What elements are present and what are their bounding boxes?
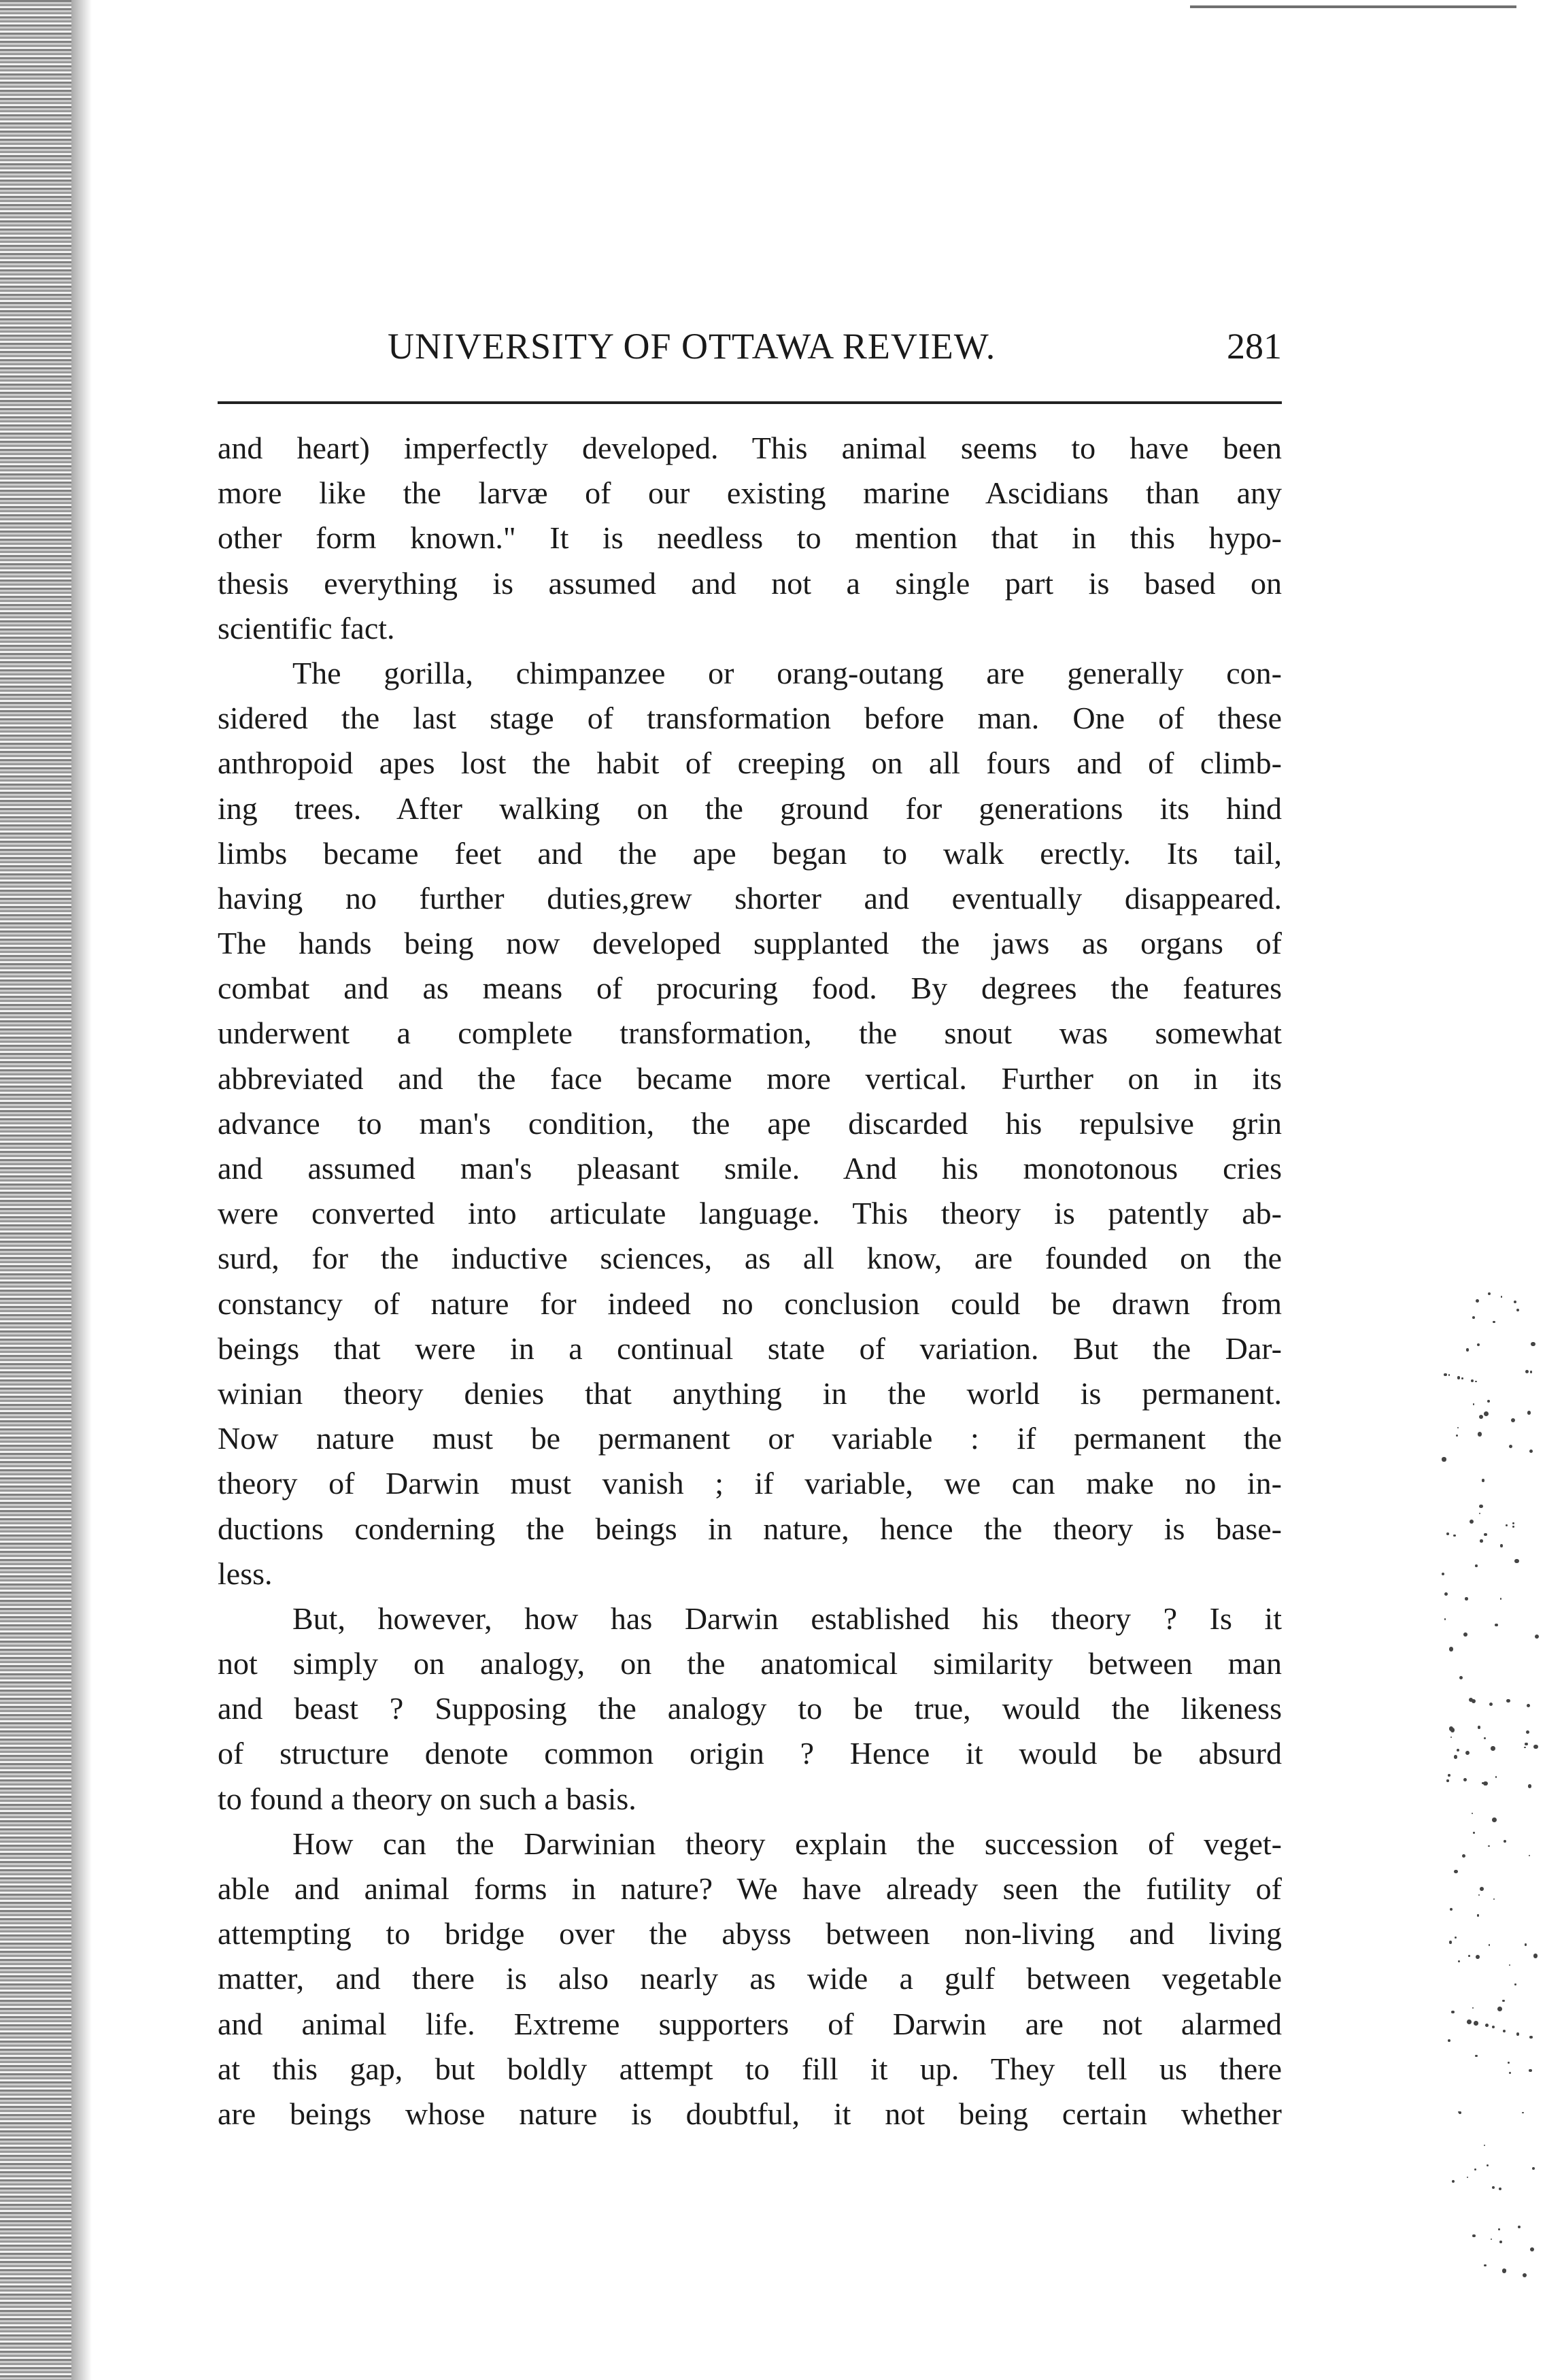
speck: [1500, 1544, 1503, 1547]
text-line: The gorilla, chimpanzee or orang-outang are generally con-: [292, 655, 1282, 690]
speck: [1444, 1592, 1448, 1596]
speck: [1491, 2239, 1492, 2240]
speck: [1466, 1348, 1469, 1351]
text-line: at this gap, but boldly attempt to fill it up. They tell us there: [218, 2051, 1282, 2086]
speck: [1484, 2264, 1486, 2266]
speck: [1454, 1755, 1458, 1759]
running-title: UNIVERSITY OF OTTAWA REVIEW.: [388, 326, 996, 367]
text-line: attempting to bridge over the abyss between non-living and living: [218, 1916, 1282, 1951]
speck: [1478, 1726, 1481, 1729]
speck: [1457, 1749, 1459, 1752]
speck: [1530, 1371, 1532, 1373]
text-line: ductions conderning the beings in nature, hence the theory is base-: [218, 1511, 1282, 1546]
text-line: not simply on analogy, on the anatomical similarity between man: [218, 1646, 1282, 1681]
speck: [1463, 1778, 1467, 1781]
text-line: surd, for the inductive sciences, as all know, are founded on the: [218, 1241, 1282, 1276]
text-line: But, however, how has Darwin established his theory ? Is it: [292, 1600, 1282, 1636]
speck: [1509, 2072, 1511, 2074]
speck: [1465, 1751, 1470, 1755]
header-rule: [218, 401, 1282, 404]
speck: [1472, 2234, 1475, 2237]
speck: [1480, 1539, 1483, 1543]
speck: [1479, 1505, 1482, 1508]
speck: [1484, 1737, 1486, 1739]
paragraph: [218, 1822, 1282, 2136]
speck: [1454, 1870, 1458, 1874]
speck: [1498, 2228, 1500, 2230]
speck: [1478, 1894, 1480, 1896]
text-line: more like the larvæ of our existing marine Ascidians than any: [218, 475, 1282, 511]
speck: [1491, 1746, 1495, 1750]
text-line: and assumed man's pleasant smile. And his monotonous cries: [218, 1151, 1282, 1186]
speck: [1508, 2062, 1510, 2064]
speck: [1532, 2167, 1535, 2170]
speck: [1509, 1964, 1510, 1966]
speck: [1452, 2180, 1455, 2183]
speck: [1487, 1400, 1490, 1403]
speck: [1514, 1301, 1516, 1303]
speck: [1475, 1564, 1478, 1567]
speck: [1444, 1618, 1446, 1620]
text-line: of structure denote common origin ? Hence it would be absurd: [218, 1736, 1282, 1771]
paragraph: [218, 426, 1282, 651]
speck: [1514, 1983, 1516, 1985]
speck: [1504, 1840, 1506, 1843]
speck: [1488, 1292, 1491, 1295]
speck: [1516, 2032, 1520, 2036]
speck: [1487, 2164, 1489, 2166]
text-line: matter, and there is also nearly as wide a gulf between vegetable: [218, 1961, 1282, 1996]
speck: [1448, 2039, 1450, 2042]
text-line: sidered the last stage of transformation before man. One of these: [218, 701, 1282, 736]
speck: [1529, 1449, 1533, 1453]
page-header: [218, 325, 1282, 373]
speck: [1535, 1635, 1539, 1639]
text-line: How can the Darwinian theory explain the succession of veget-: [292, 1826, 1282, 1861]
speck: [1472, 1699, 1476, 1703]
speck: [1471, 1379, 1474, 1382]
speck: [1457, 1427, 1459, 1428]
speck: [1533, 1745, 1538, 1749]
speck: [1531, 1342, 1535, 1347]
speck: [1461, 1377, 1463, 1379]
speck: [1467, 2177, 1468, 2178]
speck: [1526, 1730, 1530, 1734]
speck: [1479, 1415, 1483, 1419]
speck: [1529, 2069, 1532, 2073]
speck: [1514, 1559, 1518, 1563]
speck: [1459, 2111, 1461, 2114]
speck: [1449, 1647, 1453, 1651]
speck: [1448, 1374, 1450, 1376]
speck: [1527, 1411, 1531, 1414]
speck: [1482, 1479, 1485, 1482]
speck: [1446, 1779, 1448, 1781]
speck: [1470, 1520, 1474, 1524]
speck: [1472, 1316, 1475, 1319]
speck: [1484, 1411, 1489, 1416]
speck: [1468, 1955, 1470, 1957]
text-line: and beast ? Supposing the analogy to be true, would the likeness: [218, 1691, 1282, 1726]
text-line: to found a theory on such a basis.: [218, 1781, 636, 1816]
paragraph: [218, 1596, 1282, 1822]
speck: [1474, 2021, 1478, 2026]
speck: [1444, 1373, 1447, 1377]
speck: [1522, 2112, 1524, 2114]
speck: [1479, 1513, 1480, 1514]
text-line: anthropoid apes lost the habit of creeping on all fours and of climb-: [218, 745, 1282, 781]
speck: [1512, 1526, 1514, 1528]
speck: [1448, 1774, 1450, 1777]
speck: [1450, 1737, 1452, 1738]
speck: [1518, 2226, 1521, 2228]
speck: [1446, 1532, 1449, 1535]
text-line: beings that were in a continual state of variation. But the Dar-: [218, 1330, 1282, 1366]
speck: [1450, 1908, 1453, 1911]
speck: [1453, 1535, 1456, 1537]
speck: [1495, 1624, 1498, 1627]
text-line: thesis everything is assumed and not a single part is based on: [218, 565, 1282, 601]
text-line: theory of Darwin must vanish ; if variable, we can make no in-: [218, 1466, 1282, 1501]
speck: [1528, 1784, 1531, 1788]
speck: [1477, 1914, 1479, 1916]
text-line: winian theory denies that anything in the world is permanent.: [218, 1375, 1282, 1411]
speck: [1530, 2247, 1534, 2251]
speck: [1456, 1435, 1459, 1437]
scan-artifact: [1190, 5, 1516, 8]
speck: [1451, 2011, 1454, 2013]
text-line: able and animal forms in nature? We have already seen the futility of: [218, 1871, 1282, 1906]
text-line: other form known." It is needless to mention that in this hypo-: [218, 520, 1282, 556]
speck: [1499, 2241, 1502, 2243]
speck: [1478, 1432, 1482, 1437]
text-line: limbs became feet and the ape began to walk erectly. Its tail,: [218, 835, 1282, 871]
speck: [1488, 1845, 1490, 1847]
speck: [1467, 2019, 1472, 2024]
speck: [1458, 1960, 1460, 1962]
speck: [1512, 1522, 1515, 1525]
text-line: Now nature must be permanent or variable : if permanent the: [218, 1421, 1282, 1456]
speck: [1499, 2188, 1501, 2190]
speck: [1533, 1954, 1538, 1958]
speck: [1472, 2007, 1474, 2009]
speck: [1477, 1343, 1480, 1346]
speck: [1503, 2030, 1506, 2033]
text-line: constancy of nature for indeed no conclusion could be drawn from: [218, 1286, 1282, 1321]
speck: [1525, 1743, 1528, 1746]
text-line: were converted into articulate language. This theory is patently ab-: [218, 1196, 1282, 1231]
speck: [1442, 1457, 1446, 1461]
speck: [1473, 1832, 1475, 1834]
speck: [1525, 1943, 1527, 1945]
speck: [1475, 1381, 1476, 1382]
speck: [1527, 1704, 1530, 1707]
speck: [1506, 1524, 1508, 1526]
speck: [1525, 1370, 1529, 1373]
paragraph: [218, 651, 1282, 1596]
speck: [1524, 1747, 1526, 1749]
speck: [1506, 1699, 1510, 1703]
speck: [1472, 1813, 1473, 1814]
text-line: The hands being now developed supplanted the jaws as organs of: [218, 926, 1282, 961]
text-line: having no further duties,grew shorter and eventually disappeared.: [218, 880, 1282, 916]
binding-shadow: [71, 0, 92, 2380]
speck: [1476, 1299, 1479, 1303]
speck: [1529, 2036, 1532, 2039]
speck: [1511, 1418, 1515, 1422]
speck: [1462, 1854, 1465, 1858]
speck: [1484, 1783, 1487, 1786]
speck: [1497, 2007, 1502, 2011]
text-line: combat and as means of procuring food. By degrees the features: [218, 971, 1282, 1006]
speck: [1529, 1855, 1530, 1856]
text-line: are beings whose nature is doubtful, it not being certain whether: [218, 2096, 1282, 2131]
speck: [1484, 1533, 1487, 1537]
speck: [1473, 1403, 1475, 1405]
speck: [1493, 1321, 1495, 1323]
speck: [1485, 2024, 1489, 2027]
book-binding-edge: [0, 0, 71, 2380]
speck: [1476, 1955, 1480, 1959]
speck: [1516, 1309, 1519, 1311]
speck: [1495, 1776, 1497, 1778]
speck: [1457, 1376, 1460, 1379]
speck: [1504, 2269, 1506, 2271]
speck: [1492, 2186, 1495, 2189]
speck: [1484, 2145, 1485, 2146]
text-line: and animal life. Extreme supporters of Darwin are not alarmed: [218, 2006, 1282, 2041]
speck: [1463, 1632, 1467, 1637]
speck: [1465, 1597, 1468, 1600]
page-number: 281: [1227, 326, 1282, 367]
text-line: less.: [218, 1556, 273, 1591]
text-line: ing trees. After walking on the ground for generations its hind: [218, 790, 1282, 826]
speck: [1493, 1898, 1495, 1900]
body-text: [218, 426, 1282, 2136]
speck: [1492, 2026, 1495, 2029]
speck: [1489, 1944, 1490, 1945]
speck: [1500, 1598, 1501, 1599]
speck: [1523, 2273, 1527, 2277]
text-line: scientific fact.: [218, 610, 395, 646]
speck: [1480, 1887, 1484, 1891]
speck: [1474, 2168, 1476, 2171]
text-line: advance to man's condition, the ape discarded his repulsive grin: [218, 1105, 1282, 1141]
text-line: underwent a complete transformation, the snout was somewhat: [218, 1016, 1282, 1051]
speck: [1475, 2055, 1478, 2058]
text-line: abbreviated and the face became more vertical. Further on in its: [218, 1060, 1282, 1096]
speck: [1492, 1817, 1497, 1822]
speck: [1501, 1296, 1502, 1297]
speck: [1509, 1445, 1512, 1448]
speck: [1449, 1941, 1452, 1943]
speck: [1455, 1937, 1457, 1939]
speck: [1502, 2000, 1504, 2002]
speck: [1489, 1703, 1493, 1707]
speck: [1459, 1676, 1463, 1679]
speck: [1442, 1573, 1444, 1575]
text-line: and heart) imperfectly developed. This animal seems to have been: [218, 431, 1282, 465]
